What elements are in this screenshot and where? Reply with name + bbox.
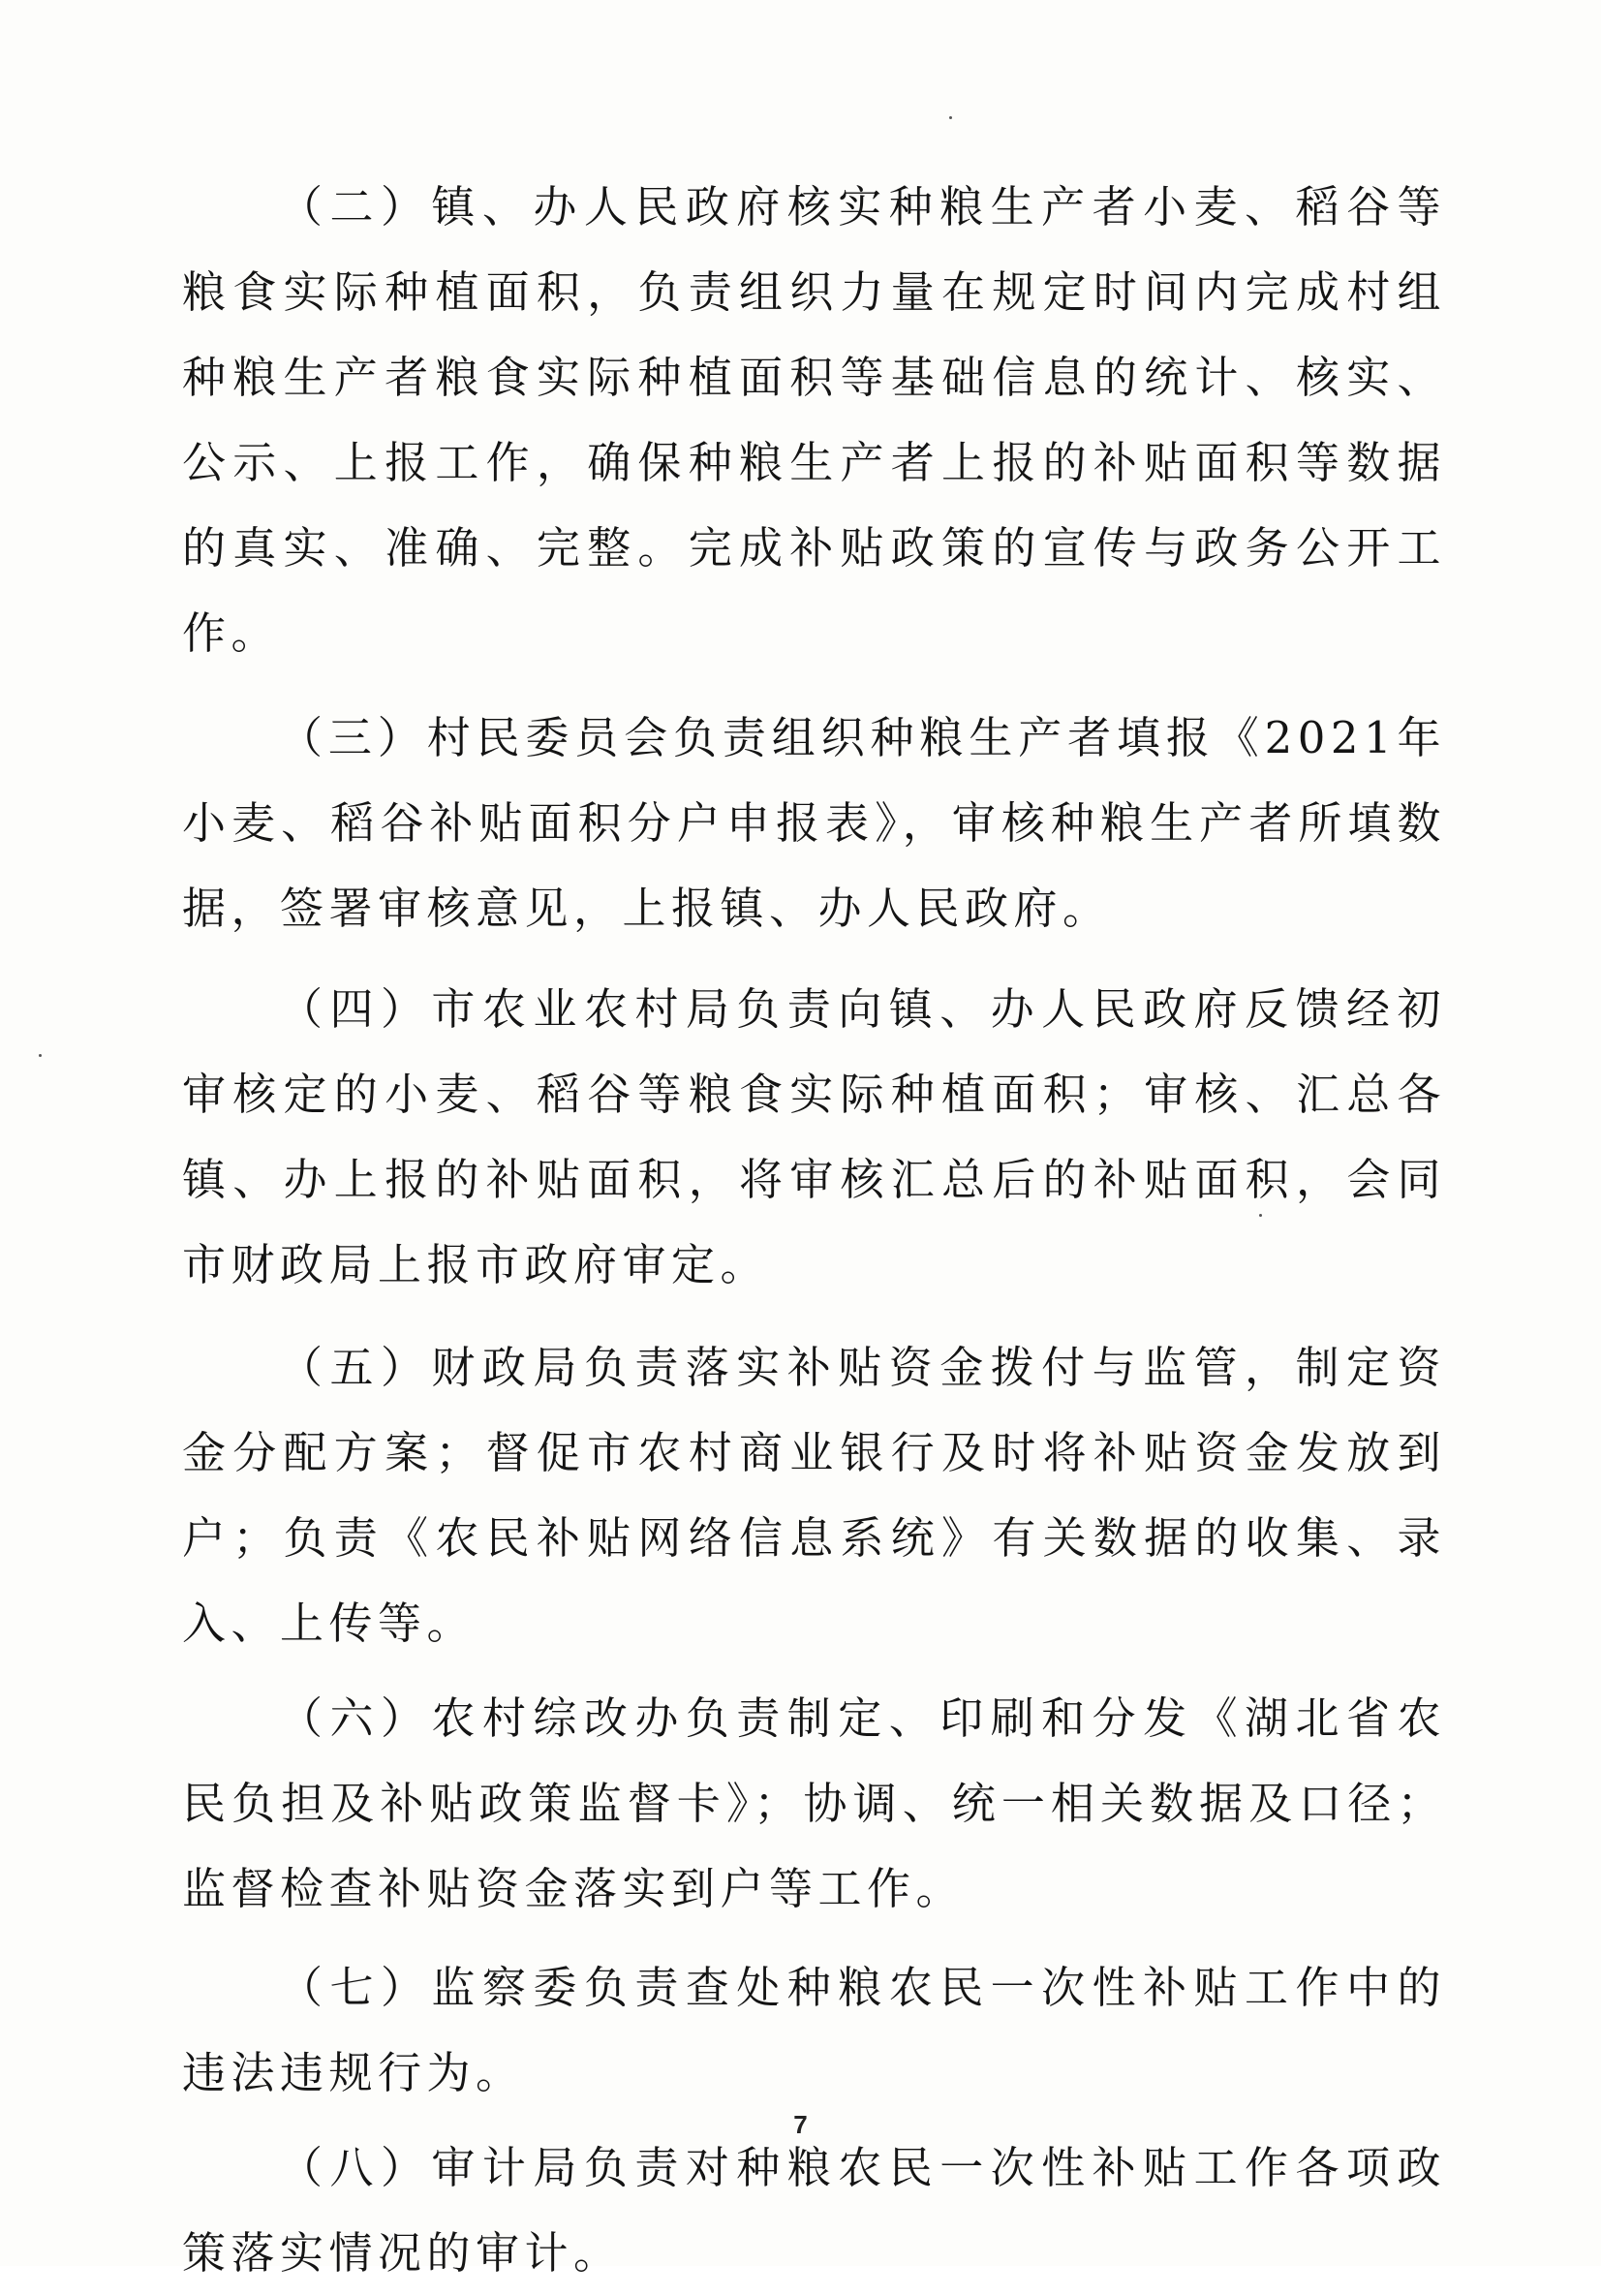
- scan-speck: [39, 1054, 42, 1057]
- paragraph-4: （四）市农业农村局负责向镇、办人民政府反馈经初审核定的小麦、稻谷等粮食实际种植面积；审核、汇总各镇、办上报的补贴面积，将审核汇总后的补贴面积，会同市财政局上报市政府审定。: [182, 983, 1446, 1290]
- scan-speck: [949, 116, 952, 119]
- document-body: [182, 165, 1446, 2296]
- paragraph-7: （七）监察委负责查处种粮农民一次性补贴工作中的违法违规行为。: [182, 1962, 1446, 2098]
- paragraph-3: （三）村民委员会负责组织种粮生产者填报《2021年小麦、稻谷补贴面积分户申报表》，审核种粮生产者所填数据，签署审核意见，上报镇、办人民政府。: [182, 712, 1446, 934]
- paragraph-8: （八）审计局负责对种粮农民一次性补贴工作各项政策落实情况的审计。: [182, 2142, 1446, 2279]
- paragraph-2: （二）镇、办人民政府核实种粮生产者小麦、稻谷等粮食实际种植面积，负责组织力量在规定时间内完成村组种粮生产者粮食实际种植面积等基础信息的统计、核实、公示、上报工作，确保种粮生产者上报的补贴面积等数据的真实、准确、完整。完成补贴政策的宣传与政务公开工作。: [182, 181, 1446, 659]
- page-number: 7: [793, 2110, 808, 2139]
- paragraph-5: （五）财政局负责落实补贴资金拨付与监管，制定资金分配方案；督促市农村商业银行及时将补贴资金发放到户；负责《农民补贴网络信息系统》有关数据的收集、录入、上传等。: [182, 1342, 1446, 1649]
- paragraph-6: （六）农村综改办负责制定、印刷和分发《湖北省农民负担及补贴政策监督卡》；协调、统一相关数据及口径；监督检查补贴资金落实到户等工作。: [182, 1692, 1446, 1914]
